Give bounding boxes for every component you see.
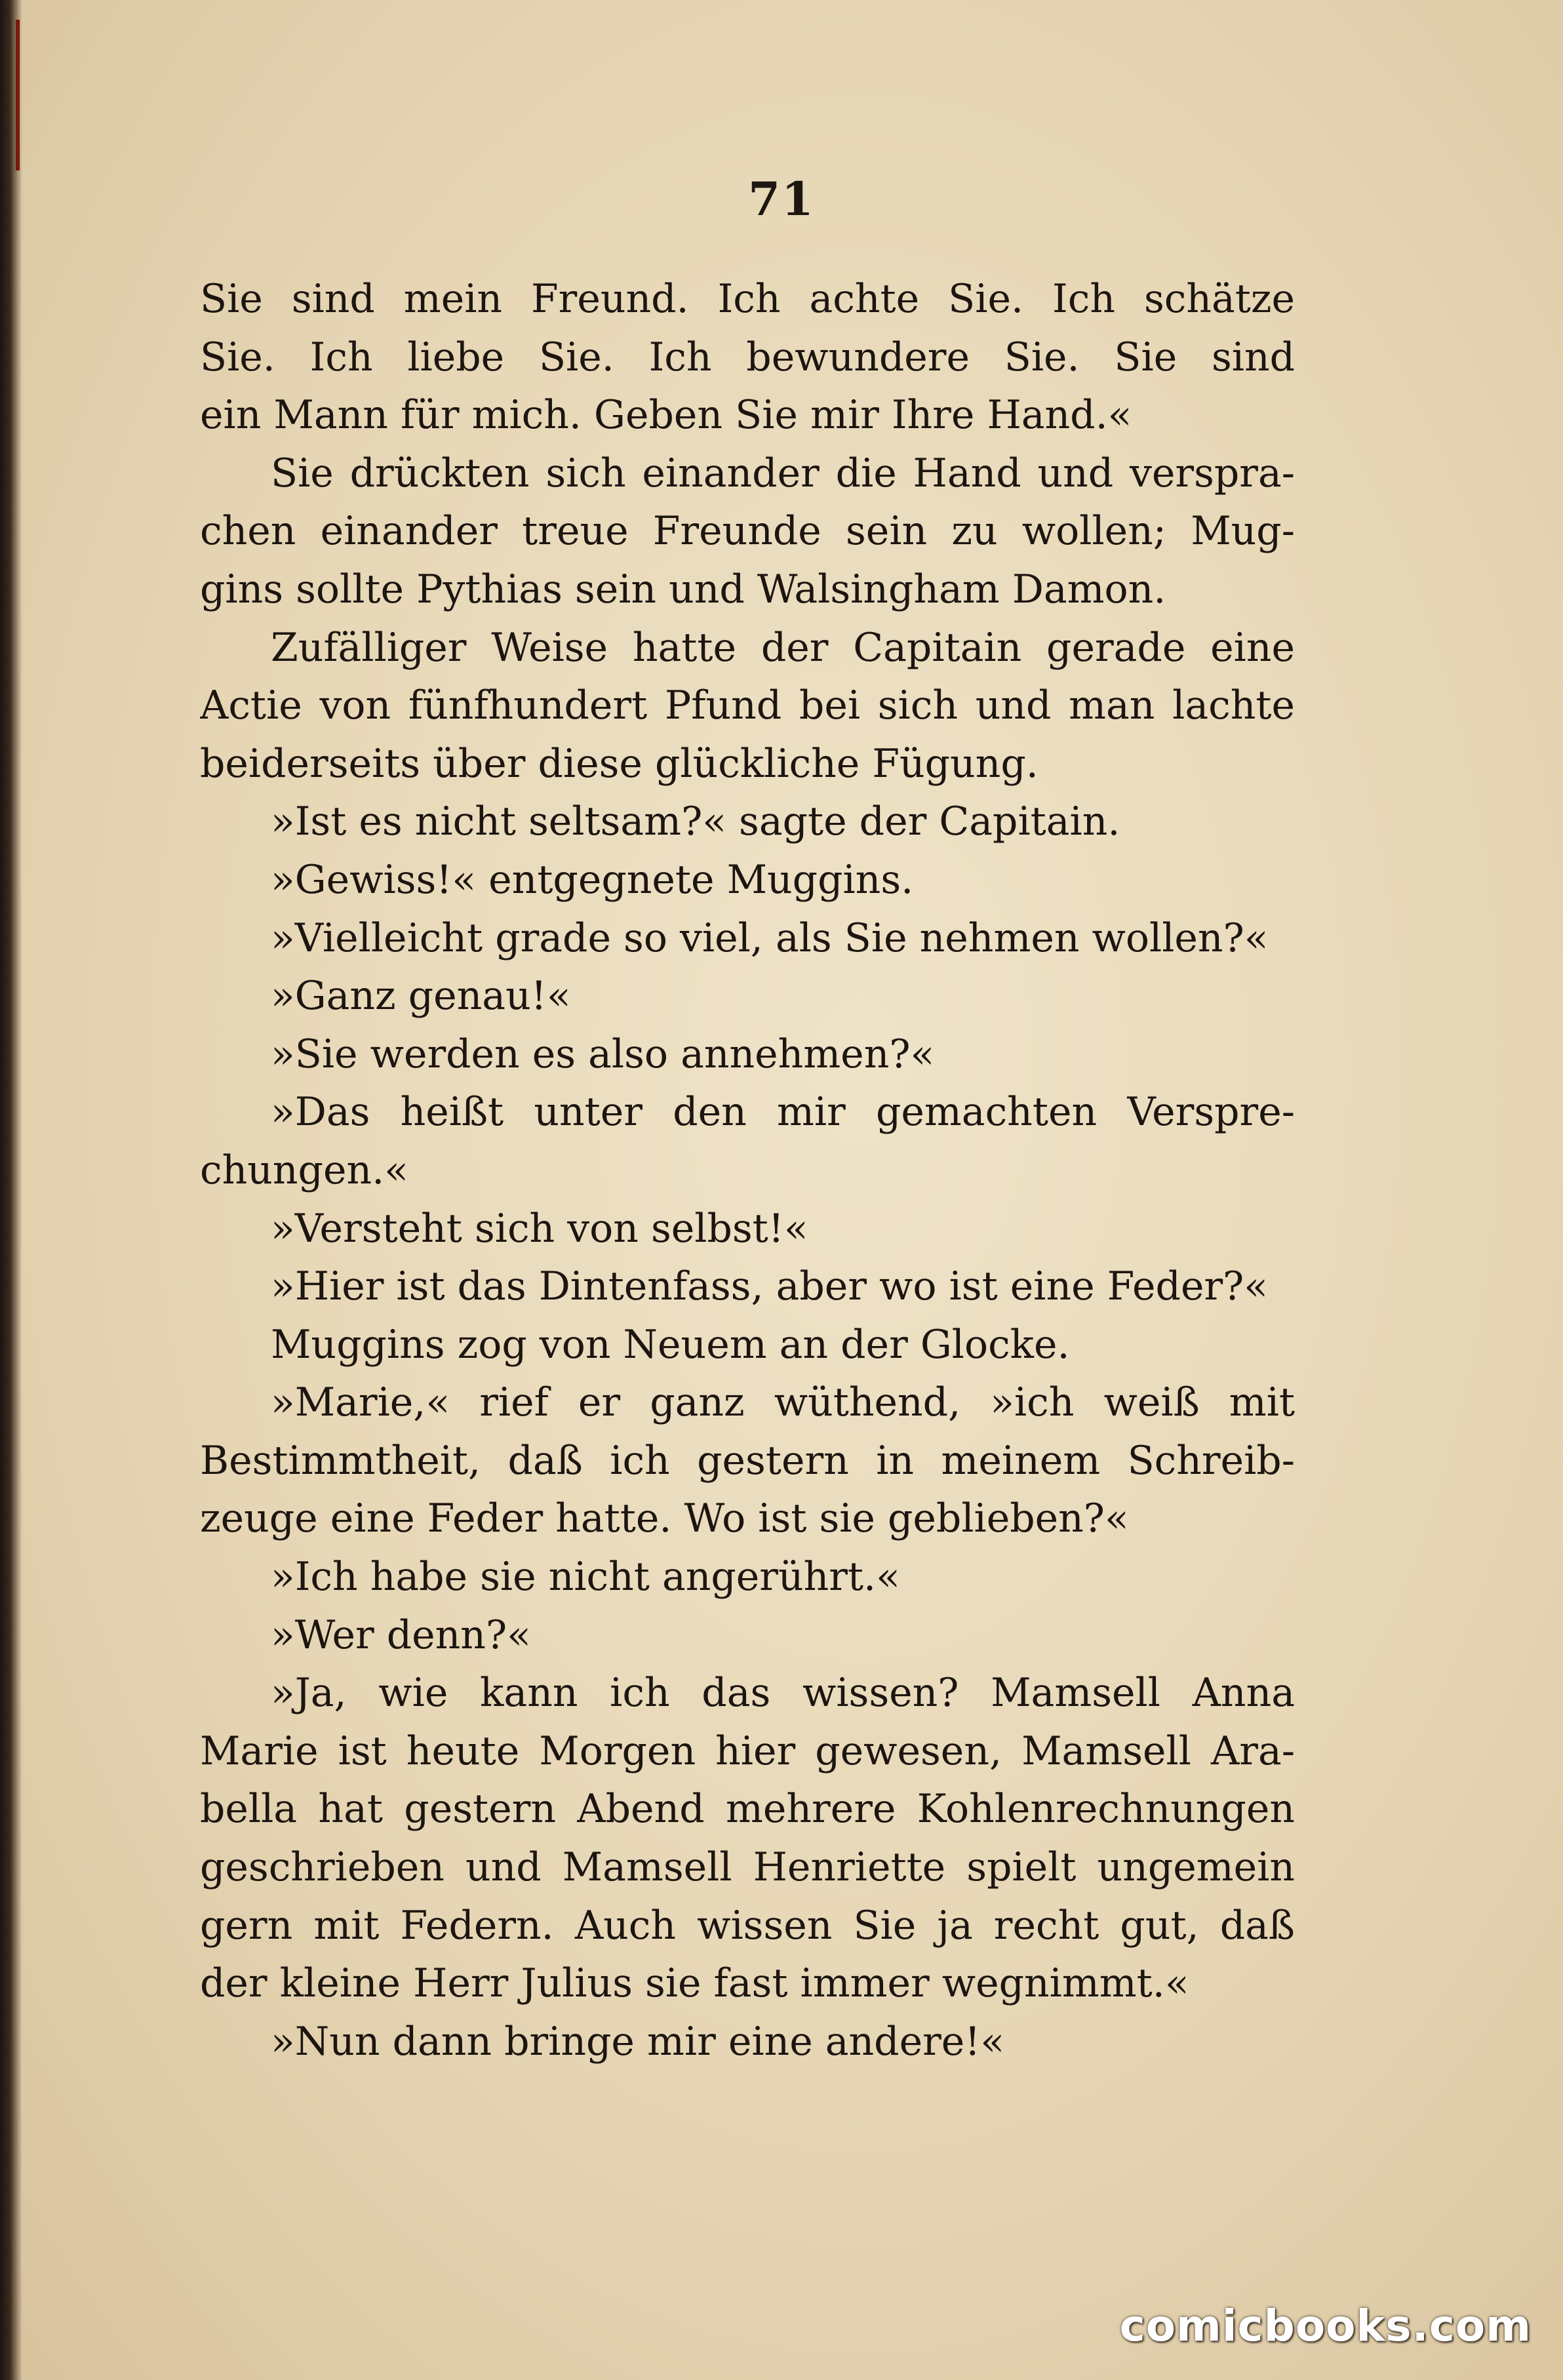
text-line: der kleine Herr Julius sie fast immer wegnimmt.« <box>200 1960 1189 2007</box>
text-line: »Versteht sich von selbst!« <box>271 1205 808 1252</box>
text-line: »Ich habe sie nicht angerührt.« <box>271 1554 900 1600</box>
text-line: Sie sind mein Freund. Ich achte Sie. Ich schätze <box>200 276 1295 322</box>
text-line: »Das heißt unter den mir gemachten Verspre- <box>271 1089 1295 1136</box>
text-line: Muggins zog von Neuem an der Glocke. <box>271 1321 1070 1368</box>
text-line: »Ja, wie kann ich das wissen? Mamsell Anna <box>271 1670 1295 1716</box>
text-line: ein Mann für mich. Geben Sie mir Ihre Hand.« <box>200 392 1132 439</box>
text-line: »Hier ist das Dintenfass, aber wo ist eine Feder?« <box>271 1263 1269 1310</box>
binding-mark <box>16 20 20 170</box>
text-line: »Ist es nicht seltsam?« sagte der Capitain. <box>271 799 1120 845</box>
text-line: chen einander treue Freunde sein zu wollen; Mug- <box>200 508 1295 555</box>
text-line: Zufälliger Weise hatte der Capitain gerade eine <box>271 624 1295 671</box>
text-line: Sie. Ich liebe Sie. Ich bewundere Sie. Sie sind <box>200 334 1295 380</box>
text-line: »Marie,« rief er ganz wüthend, »ich weiß mit <box>271 1379 1295 1426</box>
text-line: »Nun dann bringe mir eine andere!« <box>271 2018 1005 2065</box>
text-line: geschrieben und Mamsell Henriette spielt ungemein <box>200 1844 1295 1891</box>
text-line: beiderseits über diese glückliche Fügung. <box>200 740 1039 787</box>
text-line: chungen.« <box>200 1147 408 1193</box>
watermark: comicbooks.com <box>1119 2301 1532 2351</box>
text-line: »Ganz genau!« <box>271 973 571 1020</box>
text-line: »Sie werden es also annehmen?« <box>271 1031 935 1077</box>
text-line: Actie von fünfhundert Pfund bei sich und man lachte <box>200 683 1295 729</box>
text-line: Marie ist heute Morgen hier gewesen, Mamsell Ara- <box>200 1728 1295 1774</box>
text-line: Sie drückten sich einander die Hand und verspra- <box>271 450 1295 496</box>
text-line: bella hat gestern Abend mehrere Kohlenrechnungen <box>200 1786 1295 1833</box>
text-line: gins sollte Pythias sein und Walsingham Damon. <box>200 566 1166 612</box>
page-number: 71 <box>748 172 815 226</box>
text-line: »Wer denn?« <box>271 1612 531 1658</box>
text-line: »Vielleicht grade so viel, als Sie nehmen wollen?« <box>271 915 1269 961</box>
body-text <box>200 270 1295 2071</box>
text-line: »Gewiss!« entgegnete Muggins. <box>271 856 914 903</box>
text-line: Bestimmtheit, daß ich gestern in meinem Schreib- <box>200 1437 1295 1484</box>
text-line: gern mit Federn. Auch wissen Sie ja recht gut, daß <box>200 1902 1295 1949</box>
binding-edge <box>0 0 22 2380</box>
text-line: zeuge eine Feder hatte. Wo ist sie geblieben?« <box>200 1496 1129 1542</box>
